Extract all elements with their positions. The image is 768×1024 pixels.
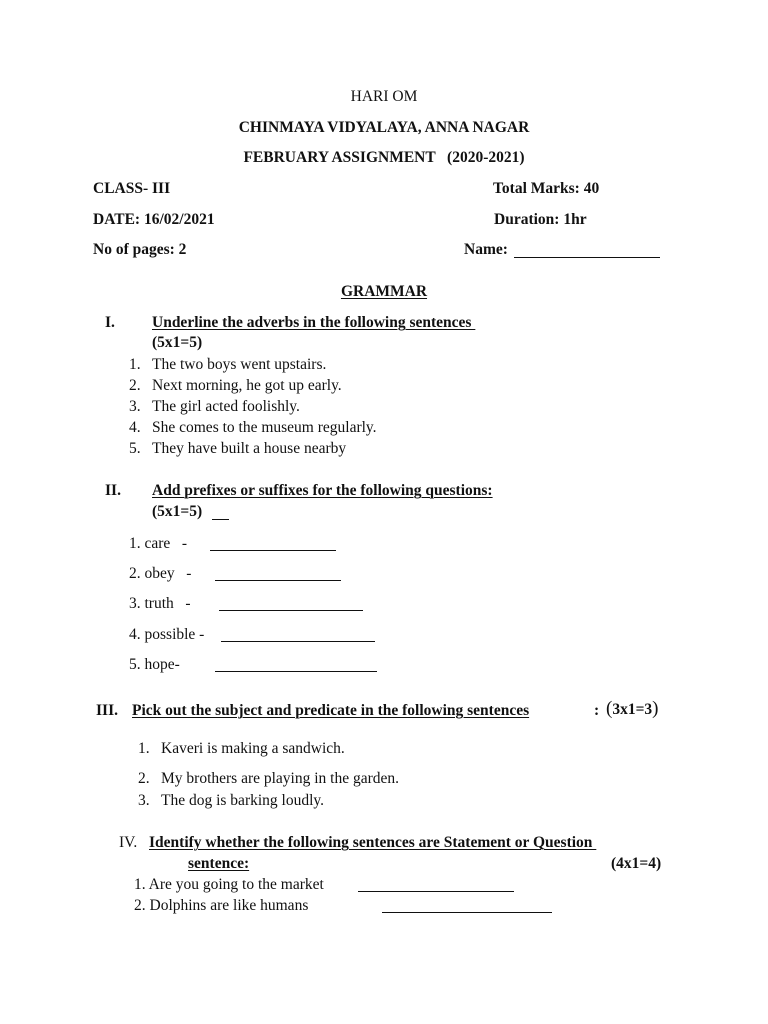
- answer-blank: [221, 641, 375, 642]
- q1-item-number: 3.: [129, 398, 141, 415]
- answer-blank: [215, 580, 341, 581]
- answer-blank: [382, 912, 552, 913]
- school-name: CHINMAYA VIDYALAYA, ANNA NAGAR: [238, 119, 530, 136]
- q2-title: Add prefixes or suffixes for the following questions:: [152, 482, 493, 499]
- date-label: DATE: 16/02/2021: [93, 211, 215, 228]
- q3-marks-open: (: [606, 698, 613, 719]
- q1-marks: (5x1=5): [152, 334, 203, 351]
- q2-item: 3. truth -: [129, 595, 191, 612]
- q3-item-number: 3.: [138, 792, 150, 809]
- q1-title: Underline the adverbs in the following sentences: [152, 314, 476, 331]
- q3-number: III.: [96, 702, 118, 719]
- q2-item: 5. hope-: [129, 656, 180, 673]
- q3-item-number: 2.: [138, 770, 150, 787]
- q3-item: My brothers are playing in the garden.: [161, 770, 400, 787]
- q1-item-number: 4.: [129, 419, 141, 436]
- pages-label: No of pages: 2: [93, 241, 187, 258]
- header-hari-om: HARI OM: [350, 88, 418, 105]
- assignment-title: FEBRUARY ASSIGNMENT (2020-2021): [243, 149, 525, 166]
- section-title: GRAMMAR: [340, 283, 428, 300]
- q2-number: II.: [105, 482, 121, 499]
- q2-item: 2. obey -: [129, 565, 192, 582]
- q2-item: 4. possible -: [129, 626, 205, 643]
- q1-item: Next morning, he got up early.: [152, 377, 342, 394]
- answer-blank: [215, 671, 377, 672]
- total-marks: Total Marks: 40: [493, 180, 600, 197]
- q4-number: IV.: [119, 834, 138, 851]
- q4-title-continued: sentence:: [188, 855, 250, 872]
- q4-marks: (4x1=4): [611, 855, 662, 872]
- q3-item: Kaveri is making a sandwich.: [161, 740, 345, 757]
- q3-item: The dog is barking loudly.: [161, 792, 325, 809]
- q3-marks: 3x1=3: [612, 701, 653, 718]
- name-label: Name:: [464, 241, 508, 258]
- q1-item-number: 5.: [129, 440, 141, 457]
- q2-marks: (5x1=5): [152, 503, 203, 520]
- q3-title: Pick out the subject and predicate in the following sentences: [132, 702, 530, 719]
- name-blank: [514, 257, 660, 258]
- q4-item: 1. Are you going to the market: [134, 876, 324, 893]
- answer-blank: [219, 610, 363, 611]
- q1-number: I.: [105, 314, 115, 331]
- q1-item: They have built a house nearby: [152, 440, 347, 457]
- q1-item: The two boys went upstairs.: [152, 356, 327, 373]
- q1-item: The girl acted foolishly.: [152, 398, 300, 415]
- q3-marks-close: ): [652, 698, 659, 719]
- q1-item-number: 1.: [129, 356, 141, 373]
- answer-blank: [210, 550, 336, 551]
- q4-title: Identify whether the following sentences are Statement or Question: [149, 834, 597, 851]
- answer-blank: [358, 891, 514, 892]
- q3-item-number: 1.: [138, 740, 150, 757]
- q1-item-number: 2.: [129, 377, 141, 394]
- q1-item: She comes to the museum regularly.: [152, 419, 377, 436]
- class-label: CLASS- III: [93, 180, 171, 197]
- q2-marks-underline: [212, 519, 229, 520]
- q3-colon: :: [594, 702, 600, 719]
- q2-item: 1. care -: [129, 535, 188, 552]
- duration-label: Duration: 1hr: [494, 211, 587, 228]
- q4-item: 2. Dolphins are like humans: [134, 897, 309, 914]
